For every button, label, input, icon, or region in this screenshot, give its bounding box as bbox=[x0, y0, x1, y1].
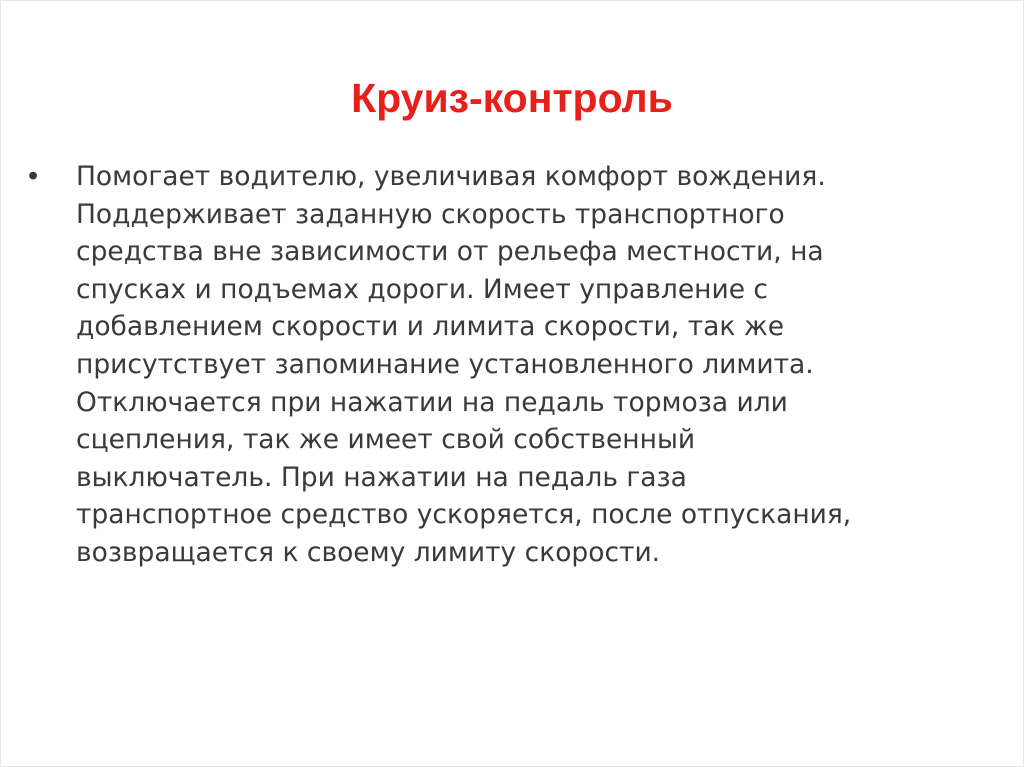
bullet-list bbox=[28, 158, 988, 572]
bullet-text-line: транспортное средство ускоряется, после отпускания, bbox=[76, 499, 852, 531]
bullet-text-line: средства вне зависимости от рельефа местности, на bbox=[76, 236, 824, 268]
bullet-text-line: сцепления, так же имеет свой собственный bbox=[76, 424, 696, 456]
bullet-text-line: спусках и подъемах дороги. Имеет управление с bbox=[76, 273, 768, 305]
bullet-text-line: добавлением скорости и лимита скорости, так же bbox=[76, 311, 785, 343]
bullet-text bbox=[76, 158, 988, 572]
slide-title: Круиз-контроль bbox=[351, 75, 673, 121]
bullet-text-line: возвращается к своему лимиту скорости. bbox=[76, 536, 661, 568]
bullet-dot-icon: • bbox=[28, 160, 39, 192]
bullet-text-line: присутствует запоминание установленного лимита. bbox=[76, 348, 814, 380]
bullet-text-line: Отключается при нажатии на педаль тормоза или bbox=[76, 386, 788, 418]
bullet-text-line: Помогает водителю, увеличивая комфорт вождения. bbox=[76, 161, 826, 192]
bullet-text-line: выключатель. При нажатии на педаль газа bbox=[76, 461, 687, 493]
bullet-text-line: Поддерживает заданную скорость транспортного bbox=[76, 198, 785, 230]
bullet-item bbox=[28, 158, 988, 572]
